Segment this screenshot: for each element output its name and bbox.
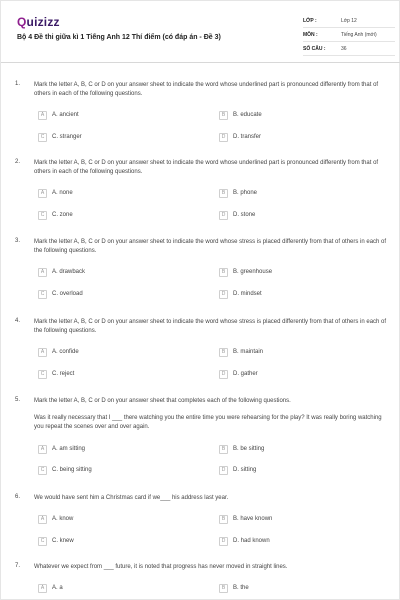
quizizz-logo: Quizizz [17,15,60,29]
question-number: 3. [15,238,21,244]
option-letter-box: D [219,211,228,220]
option-text: B. greenhouse [233,269,273,275]
question-text: Mark the letter A, B, C or D on your answer sheet that completes each of the following questions. [34,398,291,404]
meta-table [303,14,395,56]
option-text: C. stranger [52,134,82,140]
option-text: A. a [52,585,63,591]
question-number: 5. [15,397,21,403]
option-text: B. maintain [233,349,264,355]
option-text: D. gather [233,371,258,377]
option-text: C. overload [52,291,83,297]
option-text: C. reject [52,371,75,377]
option-letter-box: A [38,189,47,198]
option-text: B. be sitting [233,446,265,452]
question-text: Whatever we expect from ___ future, it is noted that progress has never moved in straight lines. [34,564,288,570]
option-text: B. the [233,585,249,591]
option-letter-box: B [219,445,228,454]
question-number: 6. [15,494,21,500]
meta-row-subject [303,28,395,42]
option-letter-box: D [219,290,228,299]
option-text: B. educate [233,112,262,118]
option-text: A. confide [52,349,79,355]
option-text: C. zone [52,212,73,218]
question-number: 4. [15,318,21,324]
option-text: C. being sitting [52,467,92,473]
option-text: B. phone [233,190,258,196]
option-letter-box: A [38,111,47,120]
option-letter-box: D [219,466,228,475]
document-title: Bộ 4 Đề thi giữa kì 1 Tiếng Anh 12 Thí điểm (có đáp án - Đề 3) [17,34,221,41]
option-text: A. am sitting [52,446,86,452]
meta-value: 36 [341,46,347,52]
option-text: B. have known [233,516,273,522]
question-passage: Was it really necessary that I ___ there watching you the entire time you were rehearsing for the play? It was really boring watching you repeat the scenes over and over again. [34,415,382,430]
option-letter-box: B [219,348,228,357]
option-text: A. ancient [52,112,79,118]
question-text: Mark the letter A, B, C or D on your answer sheet to indicate the word whose underlined part is pronounced differently from that of others in each of the following questions. [34,82,379,97]
option-letter-box: C [38,133,47,142]
meta-label: LỚP : [303,18,317,24]
meta-label: MÔN : [303,32,318,38]
option-letter-box: B [219,515,228,524]
option-text: D. transfer [233,134,262,140]
option-letter-box: C [38,290,47,299]
option-letter-box: A [38,268,47,277]
option-letter-box: A [38,445,47,454]
option-text: D. stone [233,212,256,218]
question-number: 7. [15,563,21,569]
option-letter-box: B [219,584,228,593]
option-letter-box: A [38,584,47,593]
option-text: D. sitting [233,467,257,473]
question-text: Mark the letter A, B, C or D on your answer sheet to indicate the word whose underlined part is pronounced differently from that of others in each of the following questions. [34,160,379,175]
option-letter-box: D [219,537,228,546]
question-number: 1. [15,81,21,87]
option-letter-box: D [219,370,228,379]
option-letter-box: C [38,211,47,220]
meta-value: Lớp 12 [341,18,357,24]
option-text: A. drawback [52,269,86,275]
meta-value: Tiếng Anh (mới) [341,32,377,38]
option-letter-box: B [219,189,228,198]
option-text: C. knew [52,538,74,544]
option-text: A. none [52,190,73,196]
meta-row-count [303,42,395,56]
question-number: 2. [15,159,21,165]
option-letter-box: C [38,466,47,475]
option-letter-box: C [38,537,47,546]
option-text: A. know [52,516,74,522]
worksheet-header [1,1,400,63]
option-text: D. had known [233,538,270,544]
option-letter-box: A [38,515,47,524]
question-text: We would have sent him a Christmas card if we___ his address last year. [34,495,229,501]
option-text: D. mindset [233,291,262,297]
meta-row-class [303,14,395,28]
option-letter-box: A [38,348,47,357]
question-text: Mark the letter A, B, C or D on your answer sheet to indicate the word whose stress is placed differently from that of others in each of the following questions. [34,319,387,334]
question-text: Mark the letter A, B, C or D on your answer sheet to indicate the word whose stress is placed differently from that of others in each of the following questions. [34,239,387,254]
option-letter-box: D [219,133,228,142]
option-letter-box: B [219,111,228,120]
option-letter-box: C [38,370,47,379]
meta-label: SỐ CÂU : [303,46,326,52]
option-letter-box: B [219,268,228,277]
